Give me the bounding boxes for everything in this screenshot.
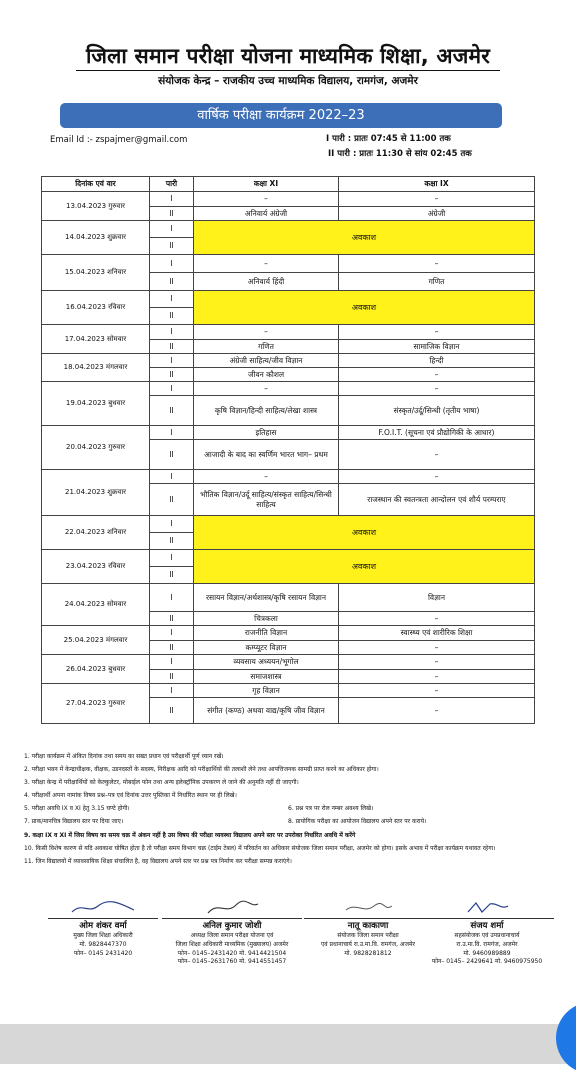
shift-two-timing: II पारी : प्रातः 11:30 से सांय 02:45 तक [328, 149, 472, 159]
table-row [42, 684, 535, 698]
table-row [42, 470, 535, 484]
document-subtitle: संयोजक केन्द्र – राजकीय उच्च माध्यमिक विद्यालय, रामगंज, अजमेर [158, 75, 418, 87]
class-xi-cell: समाजशास्त्र [194, 669, 339, 684]
date-cell: 23.04.2023 रविवार [42, 550, 150, 584]
class-xi-cell: इतिहास [194, 426, 339, 440]
class-xi-cell: – [194, 470, 339, 484]
shift-cell: I [150, 354, 194, 368]
note-9: 9. कक्षा IX व XI में जिस विषय का समय चक्र में अंकन नहीं है उस विषय की परीक्षा व्यवस्था विद्यालय अपने स्तर पर उपरोक्त निर्धारित अवधि में करेंगे [24, 831, 356, 839]
note-8: 8. प्रायोगिक परीक्षा का आयोजन विद्यालय अपने स्तर पर कराये। [288, 818, 427, 826]
signatory-detail: एवं प्रधानाचार्य रा.उ.मा.वि. रामगंज, अजमेर [320, 941, 416, 948]
class-xi-cell: आजादी के बाद का स्वर्णिम भारत भाग– प्रथम [194, 440, 339, 470]
note-1: 1. परीक्षा कार्यक्रम में अंकित दिनांक तथा समय का सख्त प्रधान एवं परीक्षार्थी पूर्ण ध्यान रखें। [24, 753, 224, 760]
table-row [42, 626, 535, 641]
table-row [42, 426, 535, 440]
class-xi-cell: – [194, 255, 339, 273]
date-cell: 22.04.2023 शनिवार [42, 516, 150, 550]
class-ix-cell: स्वास्थ्य एवं शारीरिक शिक्षा [339, 626, 535, 641]
note-2: 2. परीक्षा भवन में केन्द्राधीक्षक, वीक्षक, उडनदस्तों के सदस्य, निरीक्षक आदि को परीक्षार्थियों की तलाशी लेने तथा आपत्तिजनक सामग्री प्राप्त करने का अधिकार होगा। [24, 766, 379, 774]
signatory-office-phone: फोन– 0145 2431420 [73, 949, 133, 957]
signature-mark [162, 900, 302, 916]
shift-cell: II [150, 567, 194, 584]
signature-mark [304, 900, 432, 916]
shift-cell: II [150, 206, 194, 221]
signatory-designation: अध्यक्ष जिला समान परीक्षा योजना एवं [190, 932, 274, 940]
class-xi-cell: रसायन विज्ञान/अर्थशास्त्र/कृषि रसायन विज्ञान [194, 584, 339, 612]
table-row [42, 655, 535, 670]
shift-cell: I [150, 626, 194, 641]
shift-cell: I [150, 382, 194, 396]
signatory-phone: फोन– 0145–2431420 मो. 9414421504 [177, 949, 287, 957]
class-ix-cell: सामाजिक विज्ञान [339, 339, 535, 354]
signatory-phone: मो. 9828281812 [344, 949, 392, 957]
schedule-banner: वार्षिक परीक्षा कार्यक्रम 2022–23 [60, 103, 502, 128]
class-xi-cell: भौतिक विज्ञान/उर्दू साहित्य/संस्कृत साहित्य/सिन्धी साहित्य [194, 484, 339, 516]
class-ix-cell: – [339, 255, 535, 273]
signatory-name: नातू काकाणा [304, 918, 432, 932]
class-xi-cell: कृषि विज्ञान/हिन्दी साहित्य/लेखा शास्त्र [194, 396, 339, 426]
shift-cell: II [150, 698, 194, 724]
signature-block-2 [162, 900, 302, 967]
class-ix-cell: – [339, 470, 535, 484]
shift-cell: I [150, 655, 194, 670]
class-ix-cell: – [339, 669, 535, 684]
signatory-phone: मो. 9828447370 [79, 941, 127, 948]
date-cell: 26.04.2023 बुधवार [42, 655, 150, 684]
class-ix-cell: गणित [339, 273, 535, 291]
holiday-cell: अवकाश [194, 516, 535, 550]
shift-cell: II [150, 368, 194, 382]
date-cell: 14.04.2023 शुक्रवार [42, 221, 150, 255]
class-xi-cell: अंग्रेजी साहित्य/जीव विज्ञान [194, 354, 339, 368]
shift-cell: II [150, 640, 194, 655]
class-ix-cell: राजस्थान की स्वतन्त्रता आन्दोलन एवं शौर्य परम्पराए [339, 484, 535, 516]
table-row [42, 325, 535, 340]
class-xi-cell: – [194, 325, 339, 340]
table-row [42, 550, 535, 567]
shift-cell: I [150, 221, 194, 238]
header-class-ix: कक्षा IX [339, 177, 535, 192]
shift-cell: I [150, 255, 194, 273]
signatory-designation: संयोजक जिला समान परीक्षा [337, 932, 399, 940]
signature-block-3 [304, 900, 432, 958]
shift-cell: II [150, 440, 194, 470]
signature-block-4 [420, 900, 554, 967]
table-body [42, 192, 535, 724]
email-text: Email Id :- zspajmer@gmail.com [50, 135, 188, 145]
signatory-detail: जिला शिक्षा अधिकारी माध्यमिक (मुख्यालय) अजमेर [175, 941, 289, 948]
class-ix-cell: F.O.I.T. (सूचना एवं प्रौद्योगिकी के आधार) [339, 426, 535, 440]
class-ix-cell: – [339, 440, 535, 470]
note-4: 4. परीक्षार्थी अपना नामांक विषय प्रश्न–पत्र एवं दिनांक उत्तर पुस्तिका में निर्धारित स्थान पर ही लिखे। [24, 792, 237, 800]
note-5: 5. परीक्षा अवधि IX व XI हेतु 3.15 घण्टे होगी। [24, 805, 130, 813]
class-ix-cell: – [339, 698, 535, 724]
shift-cell: II [150, 238, 194, 255]
header-shift: पारी [150, 177, 194, 192]
class-ix-cell: – [339, 612, 535, 626]
note-5-6 [24, 805, 552, 813]
date-cell: 25.04.2023 मंगलवार [42, 626, 150, 655]
signatory-office-phone: फोन– 0145–2631760 मो. 9414551457 [177, 958, 287, 966]
class-ix-cell: हिन्दी [339, 354, 535, 368]
holiday-cell: अवकाश [194, 291, 535, 325]
class-xi-cell: गणित [194, 339, 339, 354]
shift-cell: I [150, 325, 194, 340]
class-xi-cell: अनिवार्य हिंदी [194, 273, 339, 291]
document-title: जिला समान परीक्षा योजना माध्यमिक शिक्षा, अजमेर [85, 44, 491, 68]
shift-cell: II [150, 484, 194, 516]
table-row [42, 192, 535, 207]
class-xi-cell: – [194, 382, 339, 396]
signatory-phone: मो. 9460989889 [463, 949, 511, 957]
title-underline [76, 70, 500, 71]
shift-one-timing: I पारी : प्रातः 07:45 से 11:00 तक [326, 134, 451, 144]
shift-cell: I [150, 584, 194, 612]
table-row [42, 354, 535, 368]
signatory-detail: रा.उ.मा.वि. रामगंज, अजमेर [456, 941, 518, 948]
signatory-name: संजय शर्मा [420, 918, 554, 932]
table-row [42, 516, 535, 533]
shift-cell: I [150, 192, 194, 207]
class-ix-cell: – [339, 382, 535, 396]
note-7: 7. प्राक/मानचित्र विद्यालय स्तर पर दिया जाए। [24, 818, 124, 826]
note-3: 3. परीक्षा केन्द्र में परीक्षार्थियों को केल्कुलेटर, मोबाईल फोन तथा अन्य इलेक्ट्रॉनिक उपकरण ले जाने की अनुमति नहीं दी जाएगी। [24, 779, 299, 787]
class-xi-cell: राजनीति विज्ञान [194, 626, 339, 641]
class-xi-cell: अनिवार्य अंग्रेजी [194, 206, 339, 221]
signature-block-1 [48, 900, 158, 958]
table-row [42, 382, 535, 396]
date-cell: 17.04.2023 सोमवार [42, 325, 150, 354]
signatory-name: ओम शंकर वर्मा [48, 918, 158, 932]
shift-cell: I [150, 291, 194, 308]
class-ix-cell: – [339, 640, 535, 655]
class-xi-cell: जीवन कौशल [194, 368, 339, 382]
shift-cell: I [150, 550, 194, 567]
header-class-xi: कक्षा XI [194, 177, 339, 192]
date-cell: 19.04.2023 बुधवार [42, 382, 150, 426]
table-row [42, 291, 535, 308]
date-cell: 27.04.2023 गुरुवार [42, 684, 150, 724]
class-xi-cell: कम्प्यूटर विज्ञान [194, 640, 339, 655]
table-row [42, 584, 535, 612]
note-11: 11. जिन विद्यालयों में व्यावसायिक शिक्षा संचालित है, वह विद्यालय अपने स्तर पर प्रश्न पत्र निर्माण कर परीक्षा सम्पन्न कराएंगे। [24, 857, 292, 865]
date-cell: 16.04.2023 रविवार [42, 291, 150, 325]
date-cell: 24.04.2023 सोमवार [42, 584, 150, 626]
date-cell: 13.04.2023 गुरुवार [42, 192, 150, 221]
class-ix-cell: – [339, 655, 535, 670]
note-6: 6. प्रश्न पत्र पर रोल नम्बर अवश्य लिखे। [288, 805, 374, 813]
class-xi-cell: संगीत (कण्ठ) अथवा वाद्य/कृषि जीव विज्ञान [194, 698, 339, 724]
class-xi-cell: व्यवसाय अध्ययन/भूगोल [194, 655, 339, 670]
class-xi-cell: – [194, 192, 339, 207]
viewer-footer-bar [0, 1024, 576, 1064]
class-xi-cell: चित्रकला [194, 612, 339, 626]
shift-cell: II [150, 273, 194, 291]
signatory-name: अनिल कुमार जोशी [162, 918, 302, 932]
date-cell: 21.04.2023 शुक्रवार [42, 470, 150, 516]
shift-cell: II [150, 339, 194, 354]
exam-schedule-table [41, 176, 535, 724]
holiday-cell: अवकाश [194, 550, 535, 584]
shift-cell: II [150, 612, 194, 626]
shift-cell: II [150, 533, 194, 550]
shift-cell: I [150, 516, 194, 533]
header-date: दिनांक एवं वार [42, 177, 150, 192]
shift-cell: II [150, 308, 194, 325]
signature-mark [420, 900, 554, 916]
class-ix-cell: – [339, 684, 535, 698]
class-ix-cell: – [339, 325, 535, 340]
shift-cell: II [150, 669, 194, 684]
date-cell: 15.04.2023 शनिवार [42, 255, 150, 291]
shift-cell: I [150, 426, 194, 440]
class-ix-cell: – [339, 368, 535, 382]
shift-cell: I [150, 684, 194, 698]
class-ix-cell: अंग्रेजी [339, 206, 535, 221]
date-cell: 18.04.2023 मंगलवार [42, 354, 150, 382]
class-ix-cell: – [339, 192, 535, 207]
signatory-designation: सहसंयोजक एवं उपप्रधानाचार्य [454, 932, 520, 940]
signature-mark [48, 900, 158, 916]
signatory-designation: मुख्य जिला शिक्षा अधिकारी [73, 932, 133, 940]
class-xi-cell: गृह विज्ञान [194, 684, 339, 698]
table-row [42, 221, 535, 238]
shift-cell: I [150, 470, 194, 484]
table-header-row [42, 177, 535, 192]
note-7-8 [24, 818, 552, 826]
date-cell: 20.04.2023 गुरुवार [42, 426, 150, 470]
class-ix-cell: विज्ञान [339, 584, 535, 612]
holiday-cell: अवकाश [194, 221, 535, 255]
note-10: 10. किसी विशेष कारण से यदि अवकाश घोषित होता है तो परीक्षा समय विभाग चक्र (टाईम टेबल) में परिवर्तन का अधिकार संयोजक जिला समान परीक्षा, अजमेर को होगा। इसके अभाव में परीक्षा कार्यक्रम यथावत रहेगा। [24, 844, 496, 852]
class-ix-cell: संस्कृत/उर्दू/सिन्धी (तृतीय भाषा) [339, 396, 535, 426]
table-row [42, 255, 535, 273]
instructions-notes [24, 753, 552, 871]
shift-cell: II [150, 396, 194, 426]
signatory-office-phone: फोन– 0145– 2429641 मो. 9460975950 [431, 958, 543, 966]
